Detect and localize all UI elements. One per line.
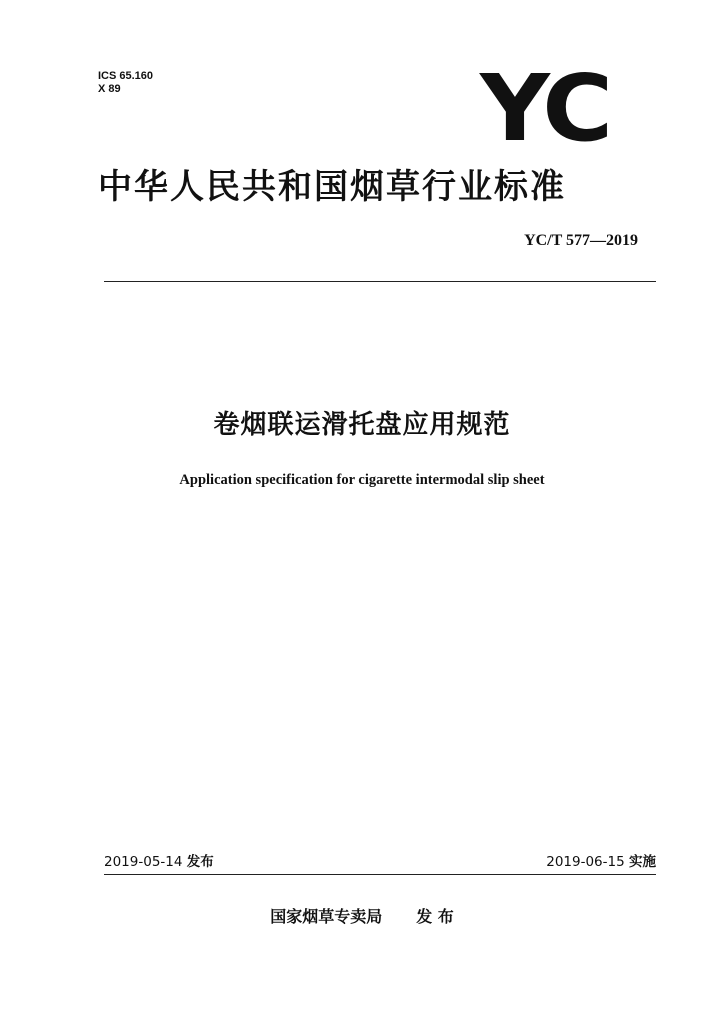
- ccs-code: X 89: [98, 83, 121, 95]
- top-divider: [104, 281, 656, 282]
- publish-date: 2019-05-14: [104, 854, 183, 870]
- implement-date: 2019-06-15: [546, 854, 625, 870]
- implement-date-line: [546, 852, 656, 872]
- yc-logo: YC: [480, 55, 610, 162]
- bottom-divider: [104, 874, 656, 875]
- issuer-name: 国家烟草专卖局: [270, 907, 383, 926]
- organization-title: 中华人民共和国烟草行业标准: [98, 167, 566, 207]
- implement-label: 实施: [629, 854, 656, 870]
- publish-label: 发布: [186, 854, 214, 870]
- issuer-action: 发 布: [416, 907, 454, 926]
- issuer-line: [0, 905, 724, 929]
- document-title-chinese: 卷烟联运滑托盘应用规范: [213, 410, 511, 440]
- ics-code: ICS 65.160: [98, 70, 154, 82]
- classification-codes: [98, 70, 153, 96]
- document-title-english: Application specification for cigarette intermodal slip sheet: [179, 472, 545, 488]
- publish-date-line: [104, 852, 214, 872]
- standard-number: YC/T 577—2019: [524, 232, 638, 249]
